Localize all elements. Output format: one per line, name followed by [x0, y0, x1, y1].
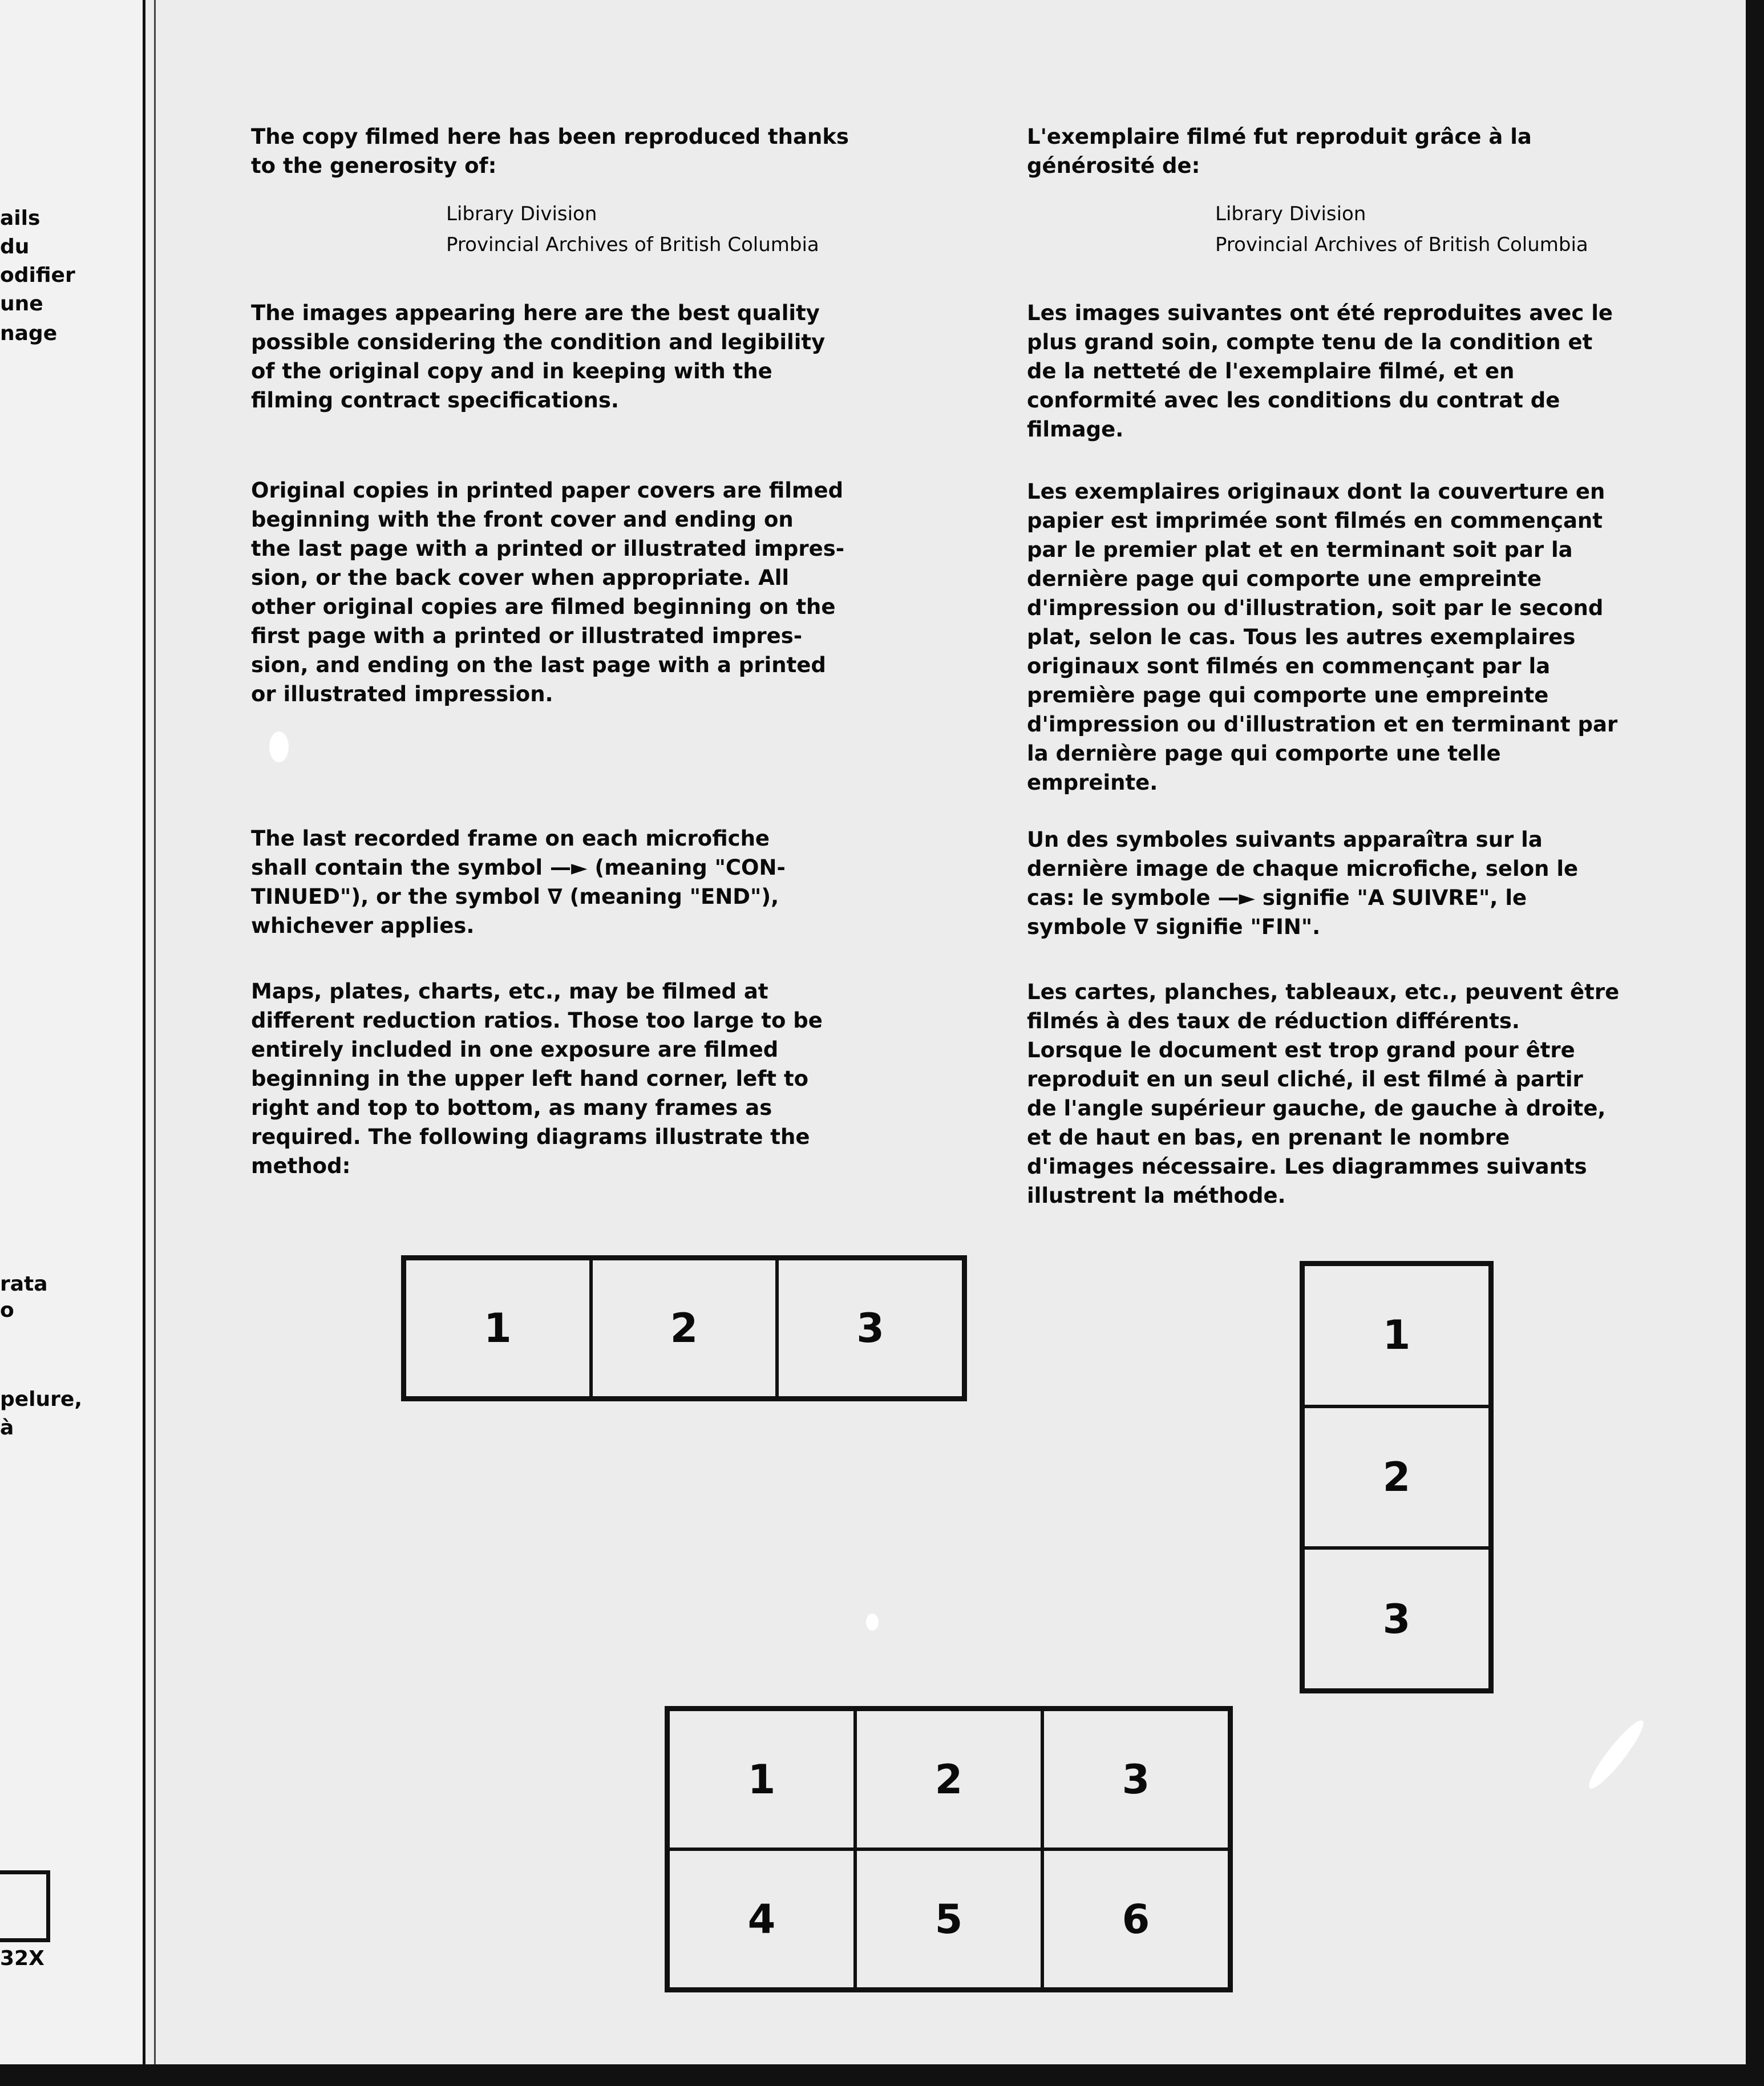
- cut-text: ails: [0, 207, 41, 230]
- diagram-cell: 1: [404, 1259, 591, 1398]
- fr-symbols-paragraph: Un des symboles suivants apparaîtra sur la dernière image de chaque microfiche, selon le cas: le symbole —► signifie "A SUIVRE", le symbole ∇ signifie "FIN".: [1027, 827, 1579, 939]
- diagram-cell: 2: [1303, 1406, 1490, 1549]
- cut-text: odifier: [0, 264, 75, 287]
- diagram-cell: 4: [668, 1849, 855, 1989]
- fr-library-credit: Library Division Provincial Archives of British Columbia: [1215, 203, 1588, 256]
- diagram-cell: 2: [855, 1709, 1042, 1849]
- diagram-cell: 1: [668, 1709, 855, 1849]
- fr-covers-paragraph: Les exemplaires originaux dont la couverture en papier est imprimée sont filmés en commençant par le premier plat et en terminant soit par la dernière page qui comporte une empreinte d'impression ou d'illustration, soit par le second plat, selon le cas. Tous les autres exemplaires originaux sont filmés en commençant par la première page qui comporte une empreinte d'impression ou d'illustration et en terminant par la dernière page qui comporte une telle empreinte.: [1027, 479, 1618, 795]
- fr-quality-paragraph: Les images suivantes ont été reproduites avec le plus grand soin, compte tenu de la condition et de la netteté de l'exemplaire filmé, et en conformité avec les conditions du contrat de filmage.: [1027, 301, 1613, 442]
- en-thanks-paragraph: The copy filmed here has been reproduced thanks to the generosity of:: [251, 124, 849, 178]
- page-fold-line-inner: [154, 0, 156, 2065]
- diagram-cell: 3: [1042, 1709, 1229, 1849]
- en-maps-paragraph: Maps, plates, charts, etc., may be filmed at different reduction ratios. Those too large to be entirely included in one exposure are filmed beginning in the upper left hand corner, left to right and top to bottom, as many frames as required. The following diagrams illustrate the method:: [251, 979, 823, 1178]
- cut-text: o: [0, 1299, 14, 1322]
- scan-speck: [866, 1614, 879, 1631]
- cut-text: du: [0, 235, 30, 258]
- diagram-cell: 5: [855, 1849, 1042, 1989]
- scan-speck: [269, 731, 289, 762]
- diagram-cell: 3: [777, 1259, 964, 1398]
- fr-maps-paragraph: Les cartes, planches, tableaux, etc., peuvent être filmés à des taux de réduction différents. Lorsque le document est trop grand pour être reproduit en un seul cliché, il est filmé à partir de l'angle supérieur gauche, de gauche à droite, et de haut en bas, en prenant le nombre d'images nécessaire. Les diagrammes suivants illustrent la méthode.: [1027, 980, 1620, 1208]
- en-library-credit: Library Division Provincial Archives of British Columbia: [446, 203, 819, 256]
- cut-text: une: [0, 292, 43, 316]
- cut-text: rata: [0, 1272, 48, 1296]
- cut-text: pelure,: [0, 1388, 82, 1411]
- fr-thanks-paragraph: L'exemplaire filmé fut reproduit grâce à la générosité de:: [1027, 124, 1532, 178]
- diagram-cell: 1: [1303, 1264, 1490, 1406]
- scan-edge-right: [1746, 0, 1764, 2086]
- en-covers-paragraph: Original copies in printed paper covers are filmed beginning with the front cover and ending on the last page with a printed or illustrated impres- sion, or the back cover when appropriate. All other original copies are filmed beginning on the first page with a printed or illustrated impres- sion, and ending on the last page with a printed or illustrated impression.: [251, 478, 845, 706]
- cut-text: à: [0, 1416, 14, 1440]
- cut-text: nage: [0, 322, 58, 345]
- diagram-cell: 3: [1303, 1548, 1490, 1690]
- diagram-grid: [665, 1706, 1233, 1992]
- page-fold-line: [143, 0, 145, 2065]
- scan-edge-bottom: [0, 2064, 1764, 2086]
- en-quality-paragraph: The images appearing here are the best quality possible considering the condition and legibility of the original copy and in keeping with the filming contract specifications.: [251, 301, 826, 413]
- en-symbols-paragraph: The last recorded frame on each microfiche shall contain the symbol —► (meaning "CON- TINUED"), or the symbol ∇ (meaning "END"), whichever applies.: [251, 826, 786, 938]
- resolution-target-box: [0, 1870, 50, 1942]
- diagram-cell: 6: [1042, 1849, 1229, 1989]
- diagram-cell: 2: [591, 1259, 778, 1398]
- resolution-label: 32X: [0, 1947, 44, 1970]
- diagram-vertical: [1300, 1261, 1494, 1693]
- diagram-horizontal: [401, 1255, 967, 1401]
